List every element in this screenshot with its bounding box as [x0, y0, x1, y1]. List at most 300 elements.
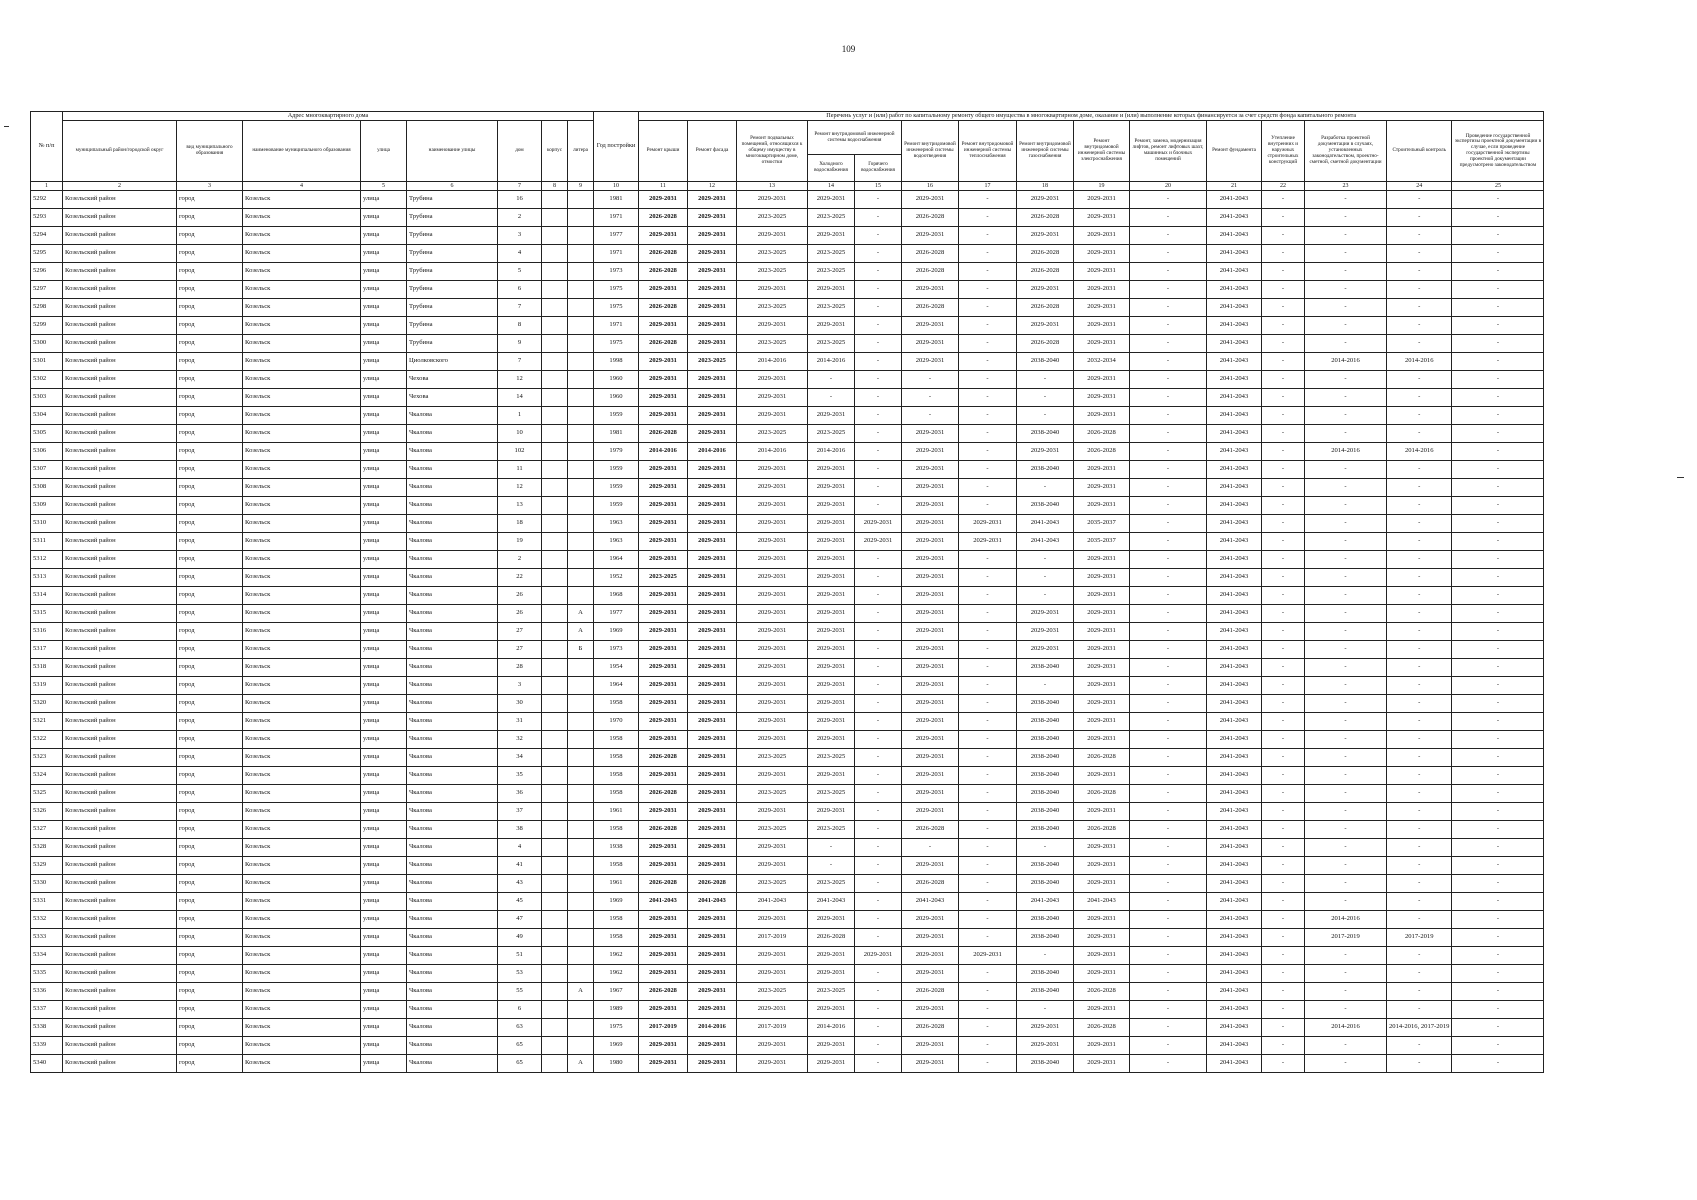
table-cell: Б [568, 641, 594, 659]
table-cell: - [1387, 893, 1452, 911]
table-cell: город [177, 533, 243, 551]
table-cell [568, 497, 594, 515]
table-cell: 5334 [31, 947, 63, 965]
table-cell: - [959, 425, 1017, 443]
table-cell: - [855, 569, 902, 587]
table-cell: город [177, 839, 243, 857]
table-cell: 2 [498, 209, 542, 227]
table-cell: - [855, 785, 902, 803]
table-cell: 11 [498, 461, 542, 479]
table-cell: 2029-2031 [808, 227, 855, 245]
table-cell: улица [361, 587, 407, 605]
table-cell: 2041-2043 [808, 893, 855, 911]
table-cell: Козельский район [63, 281, 177, 299]
table-cell [542, 191, 568, 209]
table-cell: 2029-2031 [639, 695, 688, 713]
table-cell: - [1262, 911, 1305, 929]
table-cell: - [855, 875, 902, 893]
table-cell: - [1262, 209, 1305, 227]
table-cell: 2029-2031 [639, 659, 688, 677]
table-cell: - [1130, 677, 1207, 695]
table-cell: 2038-2040 [1017, 875, 1074, 893]
table-cell: 2029-2031 [737, 947, 808, 965]
table-cell: город [177, 335, 243, 353]
table-cell: город [177, 965, 243, 983]
table-cell: 2029-2031 [737, 1037, 808, 1055]
table-cell: - [1262, 263, 1305, 281]
table-cell: - [855, 659, 902, 677]
table-cell [568, 569, 594, 587]
column-number: 12 [688, 182, 737, 191]
table-cell: 2029-2031 [808, 461, 855, 479]
table-cell: Чкалова [407, 713, 498, 731]
table-cell: 2029-2031 [1074, 677, 1130, 695]
table-cell: - [1305, 551, 1387, 569]
table-cell: - [855, 551, 902, 569]
table-cell: 2029-2031 [808, 1001, 855, 1019]
table-cell: Трубина [407, 245, 498, 263]
table-cell: Трубина [407, 281, 498, 299]
table-cell: Козельский район [63, 659, 177, 677]
table-cell: улица [361, 623, 407, 641]
table-cell: улица [361, 911, 407, 929]
table-cell: А [568, 983, 594, 1001]
table-cell: 9 [498, 335, 542, 353]
table-cell: - [1387, 839, 1452, 857]
table-cell: - [1305, 299, 1387, 317]
table-cell: - [1305, 425, 1387, 443]
table-cell: Козельск [243, 389, 361, 407]
table-cell: 2032-2034 [1074, 353, 1130, 371]
table-cell: 2017-2019 [1305, 929, 1387, 947]
table-cell: 2029-2031 [902, 911, 959, 929]
table-cell: Козельск [243, 641, 361, 659]
table-cell: - [1452, 533, 1544, 551]
table-cell [542, 569, 568, 587]
table-cell: - [1262, 857, 1305, 875]
table-cell [568, 1001, 594, 1019]
table-row [31, 245, 1544, 263]
table-cell: 2029-2031 [688, 479, 737, 497]
table-cell: Чкалова [407, 461, 498, 479]
table-cell: 5292 [31, 191, 63, 209]
table-cell: 1964 [594, 677, 639, 695]
table-cell: улица [361, 263, 407, 281]
table-cell: 2023-2025 [808, 785, 855, 803]
table-cell: - [959, 641, 1017, 659]
table-cell: 1938 [594, 839, 639, 857]
table-cell: - [902, 371, 959, 389]
table-cell: город [177, 659, 243, 677]
table-cell: - [1130, 929, 1207, 947]
table-cell: 2041-2043 [1207, 641, 1262, 659]
table-cell: Козельск [243, 893, 361, 911]
table-cell: город [177, 389, 243, 407]
table-cell: город [177, 749, 243, 767]
table-cell [542, 713, 568, 731]
table-row [31, 443, 1544, 461]
table-cell: 2026-2028 [902, 263, 959, 281]
table-cell: Трубина [407, 227, 498, 245]
table-cell: Козельский район [63, 857, 177, 875]
table-cell: - [1262, 641, 1305, 659]
table-cell: 2017-2019 [737, 929, 808, 947]
table-cell: 5330 [31, 875, 63, 893]
table-cell: - [1130, 875, 1207, 893]
table-cell: 2029-2031 [1074, 857, 1130, 875]
table-cell: - [1262, 875, 1305, 893]
table-cell: - [1305, 533, 1387, 551]
table-cell [542, 443, 568, 461]
table-cell: 5315 [31, 605, 63, 623]
table-cell: 2041-2043 [1207, 191, 1262, 209]
table-cell: 2041-2043 [1207, 605, 1262, 623]
table-cell: - [1130, 209, 1207, 227]
table-cell: - [1305, 749, 1387, 767]
table-cell: - [1387, 191, 1452, 209]
table-row [31, 497, 1544, 515]
header-works-group: Перечень услуг и (или) работ по капитальному ремонту общего имущества в многоквартирном доме, оказание и (или) выполнение которых финансируется за счет средств фонда капитального ремонта [639, 112, 1544, 121]
table-cell: Чкалова [407, 947, 498, 965]
table-cell: 2029-2031 [688, 767, 737, 785]
table-cell: 1977 [594, 227, 639, 245]
table-cell: - [1262, 659, 1305, 677]
table-cell: Чкалова [407, 695, 498, 713]
table-cell: - [1452, 731, 1544, 749]
table-cell: город [177, 1055, 243, 1073]
table-cell: 2029-2031 [808, 911, 855, 929]
table-cell: 2029-2031 [1074, 929, 1130, 947]
table-cell: - [1262, 569, 1305, 587]
table-cell: 2026-2028 [1074, 821, 1130, 839]
table-cell: - [1130, 515, 1207, 533]
table-cell: Козельск [243, 767, 361, 785]
table-cell: - [1387, 695, 1452, 713]
table-cell [568, 677, 594, 695]
table-cell: - [1262, 515, 1305, 533]
header-c14: Холодного водоснабжения [808, 155, 855, 182]
table-cell: 2029-2031 [688, 1055, 737, 1073]
table-cell: - [1130, 317, 1207, 335]
table-cell: улица [361, 695, 407, 713]
table-cell: город [177, 191, 243, 209]
table-cell: - [1262, 713, 1305, 731]
table-cell: - [1452, 479, 1544, 497]
table-cell: 2014-2016 [1305, 1019, 1387, 1037]
table-cell: 2038-2040 [1017, 353, 1074, 371]
table-cell [568, 407, 594, 425]
table-cell: - [1387, 911, 1452, 929]
table-cell: - [1017, 551, 1074, 569]
table-cell: - [959, 929, 1017, 947]
table-cell: 5293 [31, 209, 63, 227]
table-cell: 1975 [594, 335, 639, 353]
table-cell: 2041-2043 [1207, 515, 1262, 533]
table-cell: - [1387, 767, 1452, 785]
table-cell: Козельск [243, 209, 361, 227]
table-cell: - [855, 983, 902, 1001]
table-cell: - [1130, 839, 1207, 857]
table-cell: 2029-2031 [1074, 695, 1130, 713]
table-cell: - [959, 731, 1017, 749]
table-cell: 2014-2016 [1387, 353, 1452, 371]
table-cell: Чкалова [407, 1037, 498, 1055]
table-cell: 2029-2031 [902, 767, 959, 785]
table-cell [568, 749, 594, 767]
table-cell: 5337 [31, 1001, 63, 1019]
table-cell: 2029-2031 [808, 1037, 855, 1055]
table-cell: - [1305, 695, 1387, 713]
table-cell: 2029-2031 [688, 911, 737, 929]
table-cell [542, 317, 568, 335]
table-cell: 2029-2031 [1074, 551, 1130, 569]
table-cell: 2029-2031 [639, 605, 688, 623]
table-cell: - [1387, 551, 1452, 569]
table-cell: 2041-2043 [1207, 461, 1262, 479]
table-cell: 2029-2031 [737, 551, 808, 569]
header-water-group: Ремонт внутридомовой инженерной системы водоснабжения [808, 121, 902, 155]
table-cell: - [1452, 587, 1544, 605]
table-cell: 2029-2031 [1074, 569, 1130, 587]
table-cell: - [855, 497, 902, 515]
table-cell: Чкалова [407, 983, 498, 1001]
table-cell: 2029-2031 [688, 731, 737, 749]
table-cell: - [1387, 875, 1452, 893]
table-cell: - [1387, 1001, 1452, 1019]
table-cell: Козельский район [63, 479, 177, 497]
table-row [31, 353, 1544, 371]
table-cell: 2029-2031 [639, 317, 688, 335]
table-cell: 36 [498, 785, 542, 803]
table-cell: 2038-2040 [1017, 929, 1074, 947]
table-cell: - [1130, 227, 1207, 245]
table-cell: 2029-2031 [1074, 317, 1130, 335]
table-cell: - [808, 389, 855, 407]
table-cell: 2029-2031 [902, 425, 959, 443]
table-cell: - [1130, 785, 1207, 803]
table-cell: 2014-2016 [737, 353, 808, 371]
table-cell: улица [361, 461, 407, 479]
table-cell: 2029-2031 [688, 803, 737, 821]
table-cell: 2023-2025 [737, 299, 808, 317]
table-cell: 1958 [594, 857, 639, 875]
table-cell: 45 [498, 893, 542, 911]
table-cell: - [855, 929, 902, 947]
table-cell: 1973 [594, 641, 639, 659]
table-cell: 5307 [31, 461, 63, 479]
table-cell: 5318 [31, 659, 63, 677]
table-cell: - [1262, 587, 1305, 605]
table-cell: - [959, 857, 1017, 875]
table-cell: - [1305, 605, 1387, 623]
table-cell: 2041-2043 [1207, 821, 1262, 839]
table-cell: 2041-2043 [1207, 911, 1262, 929]
table-cell: 2029-2031 [959, 947, 1017, 965]
table-cell: 2029-2031 [1074, 641, 1130, 659]
table-cell: Циолковского [407, 353, 498, 371]
table-cell: - [1452, 803, 1544, 821]
table-cell: 2029-2031 [902, 623, 959, 641]
table-cell: Чкалова [407, 551, 498, 569]
table-cell: 2017-2019 [639, 1019, 688, 1037]
table-cell: - [1305, 227, 1387, 245]
table-cell: Чкалова [407, 857, 498, 875]
table-cell: - [959, 1055, 1017, 1073]
table-cell: Козельск [243, 659, 361, 677]
table-cell: 2026-2028 [639, 425, 688, 443]
table-cell: город [177, 875, 243, 893]
table-cell: - [959, 605, 1017, 623]
table-cell: Козельск [243, 407, 361, 425]
column-number: 11 [639, 182, 688, 191]
table-cell: 2029-2031 [1074, 659, 1130, 677]
table-cell: Козельский район [63, 929, 177, 947]
header-c1: № п/п [31, 112, 63, 182]
table-cell: - [1262, 389, 1305, 407]
table-cell [568, 209, 594, 227]
table-cell: 2029-2031 [737, 677, 808, 695]
table-cell [568, 299, 594, 317]
table-row [31, 515, 1544, 533]
table-cell: - [1130, 1019, 1207, 1037]
table-cell: - [1452, 623, 1544, 641]
table-cell: - [1387, 245, 1452, 263]
table-cell: город [177, 371, 243, 389]
table-cell [542, 209, 568, 227]
table-cell: Козельск [243, 911, 361, 929]
table-cell: - [959, 569, 1017, 587]
table-cell: 2029-2031 [1074, 497, 1130, 515]
table-cell: 65 [498, 1037, 542, 1055]
table-cell: - [959, 227, 1017, 245]
header-c21: Ремонт фундамента [1207, 121, 1262, 182]
table-cell: - [1130, 389, 1207, 407]
table-cell: - [1387, 281, 1452, 299]
table-cell: 5295 [31, 245, 63, 263]
table-cell: 2029-2031 [808, 317, 855, 335]
table-cell: 2029-2031 [639, 461, 688, 479]
table-cell: 2029-2031 [737, 587, 808, 605]
table-cell: - [1305, 767, 1387, 785]
table-cell: 2029-2031 [639, 1001, 688, 1019]
table-cell: 2014-2016 [688, 443, 737, 461]
table-cell: 2029-2031 [855, 947, 902, 965]
table-cell: Козельск [243, 623, 361, 641]
table-row [31, 371, 1544, 389]
table-cell: - [1262, 191, 1305, 209]
table-cell: 5312 [31, 551, 63, 569]
table-cell: Чкалова [407, 479, 498, 497]
table-cell [568, 425, 594, 443]
table-cell: 2029-2031 [639, 587, 688, 605]
table-cell: 5 [498, 263, 542, 281]
table-cell: - [1452, 191, 1544, 209]
table-cell [542, 587, 568, 605]
table-cell: - [855, 965, 902, 983]
table-cell: 2029-2031 [1017, 443, 1074, 461]
table-cell: - [1262, 983, 1305, 1001]
table-cell: - [1305, 947, 1387, 965]
table-cell: 2038-2040 [1017, 767, 1074, 785]
table-cell: 2029-2031 [1074, 227, 1130, 245]
table-cell: 28 [498, 659, 542, 677]
table-cell: 2029-2031 [639, 353, 688, 371]
table-cell: - [959, 965, 1017, 983]
table-cell: 2029-2031 [688, 461, 737, 479]
table-cell [568, 461, 594, 479]
table-cell: город [177, 803, 243, 821]
table-cell: Козельск [243, 1055, 361, 1073]
table-cell [568, 659, 594, 677]
table-cell [542, 821, 568, 839]
table-cell: - [1387, 821, 1452, 839]
table-cell: - [1452, 227, 1544, 245]
table-cell: улица [361, 713, 407, 731]
table-cell: - [1387, 371, 1452, 389]
table-cell: - [1305, 623, 1387, 641]
table-cell: 2029-2031 [1017, 641, 1074, 659]
table-cell: - [855, 389, 902, 407]
table-cell: 32 [498, 731, 542, 749]
table-cell: 2029-2031 [902, 587, 959, 605]
table-cell: 2029-2031 [688, 605, 737, 623]
table-cell: 2029-2031 [639, 533, 688, 551]
table-cell: 2029-2031 [688, 263, 737, 281]
table-cell: - [1130, 749, 1207, 767]
table-cell: 2029-2031 [737, 605, 808, 623]
table-cell: 3 [498, 677, 542, 695]
table-cell: - [1017, 479, 1074, 497]
table-cell: 2029-2031 [688, 551, 737, 569]
table-cell: 2041-2043 [1207, 1055, 1262, 1073]
table-cell: 2029-2031 [688, 191, 737, 209]
table-cell: город [177, 479, 243, 497]
table-cell: - [1130, 551, 1207, 569]
table-cell: Козельск [243, 839, 361, 857]
table-cell: 2038-2040 [1017, 1055, 1074, 1073]
table-cell: - [1387, 209, 1452, 227]
table-cell: Козельск [243, 875, 361, 893]
table-cell: улица [361, 767, 407, 785]
table-cell: - [1130, 713, 1207, 731]
table-cell: - [1262, 299, 1305, 317]
table-cell: - [1130, 281, 1207, 299]
table-cell [568, 389, 594, 407]
table-cell: - [1387, 623, 1452, 641]
table-cell: - [902, 389, 959, 407]
table-cell: 2041-2043 [1207, 983, 1262, 1001]
table-cell: 1958 [594, 695, 639, 713]
table-cell: - [1262, 893, 1305, 911]
table-cell: 1970 [594, 713, 639, 731]
table-cell: 2023-2025 [688, 353, 737, 371]
table-cell: Козельск [243, 947, 361, 965]
table-cell: - [1452, 749, 1544, 767]
header-c19: Ремонт внутридомовой инженерной системы электроснабжения [1074, 121, 1130, 182]
table-cell: Козельский район [63, 803, 177, 821]
table-cell [542, 461, 568, 479]
table-row [31, 641, 1544, 659]
table-cell: 2029-2031 [737, 713, 808, 731]
table-cell: - [1305, 515, 1387, 533]
table-cell: улица [361, 443, 407, 461]
table-cell: город [177, 821, 243, 839]
table-cell [542, 983, 568, 1001]
table-cell: 2029-2031 [855, 533, 902, 551]
table-cell: - [1452, 911, 1544, 929]
table-cell: 2029-2031 [808, 497, 855, 515]
table-cell: 2029-2031 [808, 623, 855, 641]
